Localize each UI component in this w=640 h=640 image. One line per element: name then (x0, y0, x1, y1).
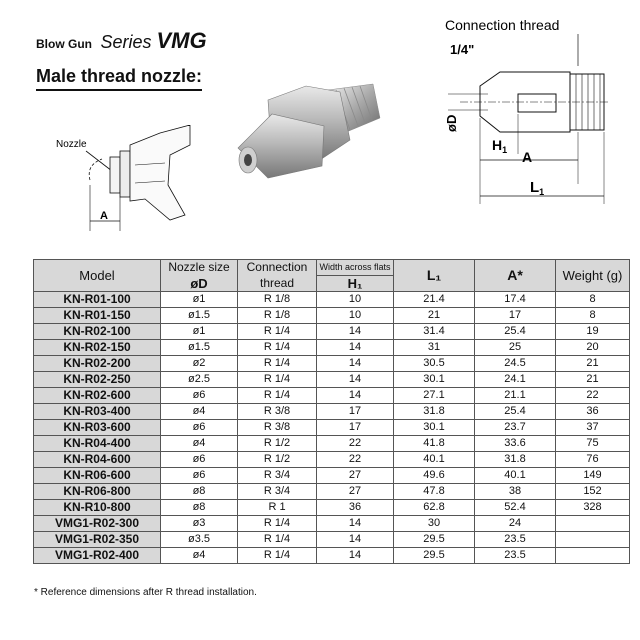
table-cell: 25 (475, 340, 556, 356)
table-cell: 33.6 (475, 436, 556, 452)
table-row (34, 484, 630, 500)
table-row (34, 468, 630, 484)
dim-a-label-drawing: A (522, 149, 533, 165)
table-cell: 31.4 (394, 324, 475, 340)
table-cell: 24 (475, 516, 556, 532)
table-cell: 30.1 (394, 372, 475, 388)
table-cell: 17 (317, 404, 394, 420)
model-cell: KN-R04-400 (34, 436, 161, 452)
table-cell: 14 (317, 340, 394, 356)
table-cell: ø3 (161, 516, 238, 532)
table-cell: R 1/4 (238, 388, 317, 404)
table-cell: 31.8 (394, 404, 475, 420)
table-row (34, 308, 630, 324)
spec-table (33, 259, 630, 564)
blow-gun-diagram (50, 125, 200, 235)
dim-h-label: $H_1$ (492, 137, 508, 155)
table-cell (556, 516, 630, 532)
table-cell: 38 (475, 484, 556, 500)
table-cell: 328 (556, 500, 630, 516)
table-cell: ø8 (161, 500, 238, 516)
table-cell: 27 (317, 484, 394, 500)
table-cell: 22 (556, 388, 630, 404)
table-cell: 37 (556, 420, 630, 436)
table-cell: ø6 (161, 468, 238, 484)
footnote: * Reference dimensions after R thread installation. (34, 587, 257, 598)
table-cell: 75 (556, 436, 630, 452)
table-row (34, 420, 630, 436)
table-cell: 21 (556, 372, 630, 388)
table-cell: 36 (556, 404, 630, 420)
gun-body (130, 125, 190, 220)
model-cell: KN-R06-800 (34, 484, 161, 500)
table-cell: ø2.5 (161, 372, 238, 388)
table-cell: R 1/4 (238, 548, 317, 564)
table-cell: 17 (317, 420, 394, 436)
model-cell: KN-R02-150 (34, 340, 161, 356)
model-cell: KN-R03-600 (34, 420, 161, 436)
table-cell: 14 (317, 356, 394, 372)
model-cell: VMG1-R02-350 (34, 532, 161, 548)
model-cell: VMG1-R02-300 (34, 516, 161, 532)
table-cell: 10 (317, 292, 394, 308)
thread-size-label: 1/4" (450, 42, 475, 57)
series-word: Series (100, 32, 152, 52)
table-row (34, 532, 630, 548)
table-cell: 25.4 (475, 324, 556, 340)
table-cell: 14 (317, 372, 394, 388)
table-cell: 40.1 (475, 468, 556, 484)
table-cell: 22 (317, 436, 394, 452)
col-a: A* (475, 260, 556, 292)
table-cell (556, 532, 630, 548)
table-cell: 19 (556, 324, 630, 340)
table-cell: 21.1 (475, 388, 556, 404)
series-name: VMG (156, 28, 207, 53)
table-cell: R 1/4 (238, 356, 317, 372)
series-label (100, 28, 207, 53)
col-l1: L₁ (394, 260, 475, 292)
table-cell: ø6 (161, 420, 238, 436)
table-cell: 23.5 (475, 548, 556, 564)
col-flats-sub: H₁ (317, 276, 394, 292)
dimension-drawing (440, 14, 620, 214)
table-cell: 17.4 (475, 292, 556, 308)
table-cell: 30.5 (394, 356, 475, 372)
table-cell: R 3/8 (238, 404, 317, 420)
table-row (34, 516, 630, 532)
table-cell: ø1 (161, 324, 238, 340)
table-cell: R 1 (238, 500, 317, 516)
photo-orifice (244, 154, 252, 166)
nozzle-body (110, 157, 120, 193)
connection-thread-label: Connection thread (445, 17, 560, 33)
table-cell: 27.1 (394, 388, 475, 404)
table-cell: R 3/8 (238, 420, 317, 436)
table-cell: 23.5 (475, 532, 556, 548)
table-cell: 10 (317, 308, 394, 324)
table-cell: ø4 (161, 404, 238, 420)
table-cell: 47.8 (394, 484, 475, 500)
model-cell: KN-R01-100 (34, 292, 161, 308)
table-cell: 25.4 (475, 404, 556, 420)
page-title (36, 28, 207, 54)
table-row (34, 436, 630, 452)
dim-d-label: øD (444, 114, 459, 132)
table-cell: ø1.5 (161, 340, 238, 356)
table-cell: R 1/4 (238, 372, 317, 388)
table-cell: 36 (317, 500, 394, 516)
table-cell: 76 (556, 452, 630, 468)
model-cell: VMG1-R02-400 (34, 548, 161, 564)
model-cell: KN-R10-800 (34, 500, 161, 516)
table-cell: 14 (317, 516, 394, 532)
table-cell: R 1/4 (238, 516, 317, 532)
nozzle-hex (120, 151, 130, 197)
table-cell: R 1/4 (238, 324, 317, 340)
table-cell: 14 (317, 548, 394, 564)
table-row (34, 356, 630, 372)
table-cell: 8 (556, 308, 630, 324)
table-cell: 21.4 (394, 292, 475, 308)
hex-flat (518, 94, 556, 112)
table-cell: ø1.5 (161, 308, 238, 324)
title-prefix: Blow Gun (36, 37, 92, 51)
model-cell: KN-R02-250 (34, 372, 161, 388)
table-cell: 29.5 (394, 532, 475, 548)
dim-a-label: A (100, 210, 108, 222)
table-cell: R 3/4 (238, 484, 317, 500)
table-cell: R 1/8 (238, 292, 317, 308)
table-cell: 14 (317, 532, 394, 548)
table-row (34, 372, 630, 388)
table-cell: 49.6 (394, 468, 475, 484)
table-cell: 24.1 (475, 372, 556, 388)
table-row (34, 388, 630, 404)
table-header-row (34, 260, 630, 276)
table-cell: 29.5 (394, 548, 475, 564)
table-cell: 24.5 (475, 356, 556, 372)
table-cell: 14 (317, 324, 394, 340)
table-cell: R 1/2 (238, 436, 317, 452)
col-nozzle-size: Nozzle size (161, 260, 238, 276)
col-connection: Connection (238, 260, 317, 276)
table-cell: 20 (556, 340, 630, 356)
col-connection-sub: thread (238, 276, 317, 292)
table-row (34, 500, 630, 516)
table-row (34, 340, 630, 356)
table-cell: R 3/4 (238, 468, 317, 484)
model-cell: KN-R06-600 (34, 468, 161, 484)
table-cell: 27 (317, 468, 394, 484)
table-cell: 17 (475, 308, 556, 324)
table-cell: 31.8 (475, 452, 556, 468)
model-cell: KN-R02-600 (34, 388, 161, 404)
table-cell: 41.8 (394, 436, 475, 452)
col-model: Model (34, 260, 161, 292)
table-row (34, 404, 630, 420)
table-cell: ø8 (161, 484, 238, 500)
table-row (34, 548, 630, 564)
table-cell (556, 548, 630, 564)
table-cell: R 1/2 (238, 452, 317, 468)
table-cell: 152 (556, 484, 630, 500)
table-cell: 40.1 (394, 452, 475, 468)
col-flats: Width across flats (317, 260, 394, 276)
table-cell: 149 (556, 468, 630, 484)
model-cell: KN-R02-200 (34, 356, 161, 372)
nozzle-photo (228, 78, 388, 188)
table-cell: ø4 (161, 436, 238, 452)
table-cell: ø6 (161, 452, 238, 468)
table-cell: ø3.5 (161, 532, 238, 548)
col-weight: Weight (g) (556, 260, 630, 292)
table-cell: 30.1 (394, 420, 475, 436)
table-cell: R 1/8 (238, 308, 317, 324)
table-row (34, 452, 630, 468)
table-cell: 23.7 (475, 420, 556, 436)
table-cell: ø2 (161, 356, 238, 372)
table-cell: R 1/4 (238, 532, 317, 548)
model-cell: KN-R02-100 (34, 324, 161, 340)
table-cell: 30 (394, 516, 475, 532)
table-cell: 21 (394, 308, 475, 324)
table-cell: ø6 (161, 388, 238, 404)
table-cell: R 1/4 (238, 340, 317, 356)
nozzle-leader (86, 151, 112, 171)
dim-l-label: $L_1$ (530, 179, 545, 197)
table-row (34, 324, 630, 340)
table-cell: 62.8 (394, 500, 475, 516)
table-row (34, 292, 630, 308)
table-cell: 52.4 (475, 500, 556, 516)
section-subtitle: Male thread nozzle: (36, 66, 202, 91)
model-cell: KN-R03-400 (34, 404, 161, 420)
table-cell: 22 (317, 452, 394, 468)
table-cell: ø4 (161, 548, 238, 564)
table-cell: 31 (394, 340, 475, 356)
col-nozzle-size-sub: øD (161, 276, 238, 292)
model-cell: KN-R01-150 (34, 308, 161, 324)
table-cell: 21 (556, 356, 630, 372)
nozzle-label: Nozzle (56, 139, 87, 150)
model-cell: KN-R04-600 (34, 452, 161, 468)
table-body (34, 292, 630, 564)
table-cell: 14 (317, 388, 394, 404)
table-cell: 8 (556, 292, 630, 308)
table-cell: ø1 (161, 292, 238, 308)
